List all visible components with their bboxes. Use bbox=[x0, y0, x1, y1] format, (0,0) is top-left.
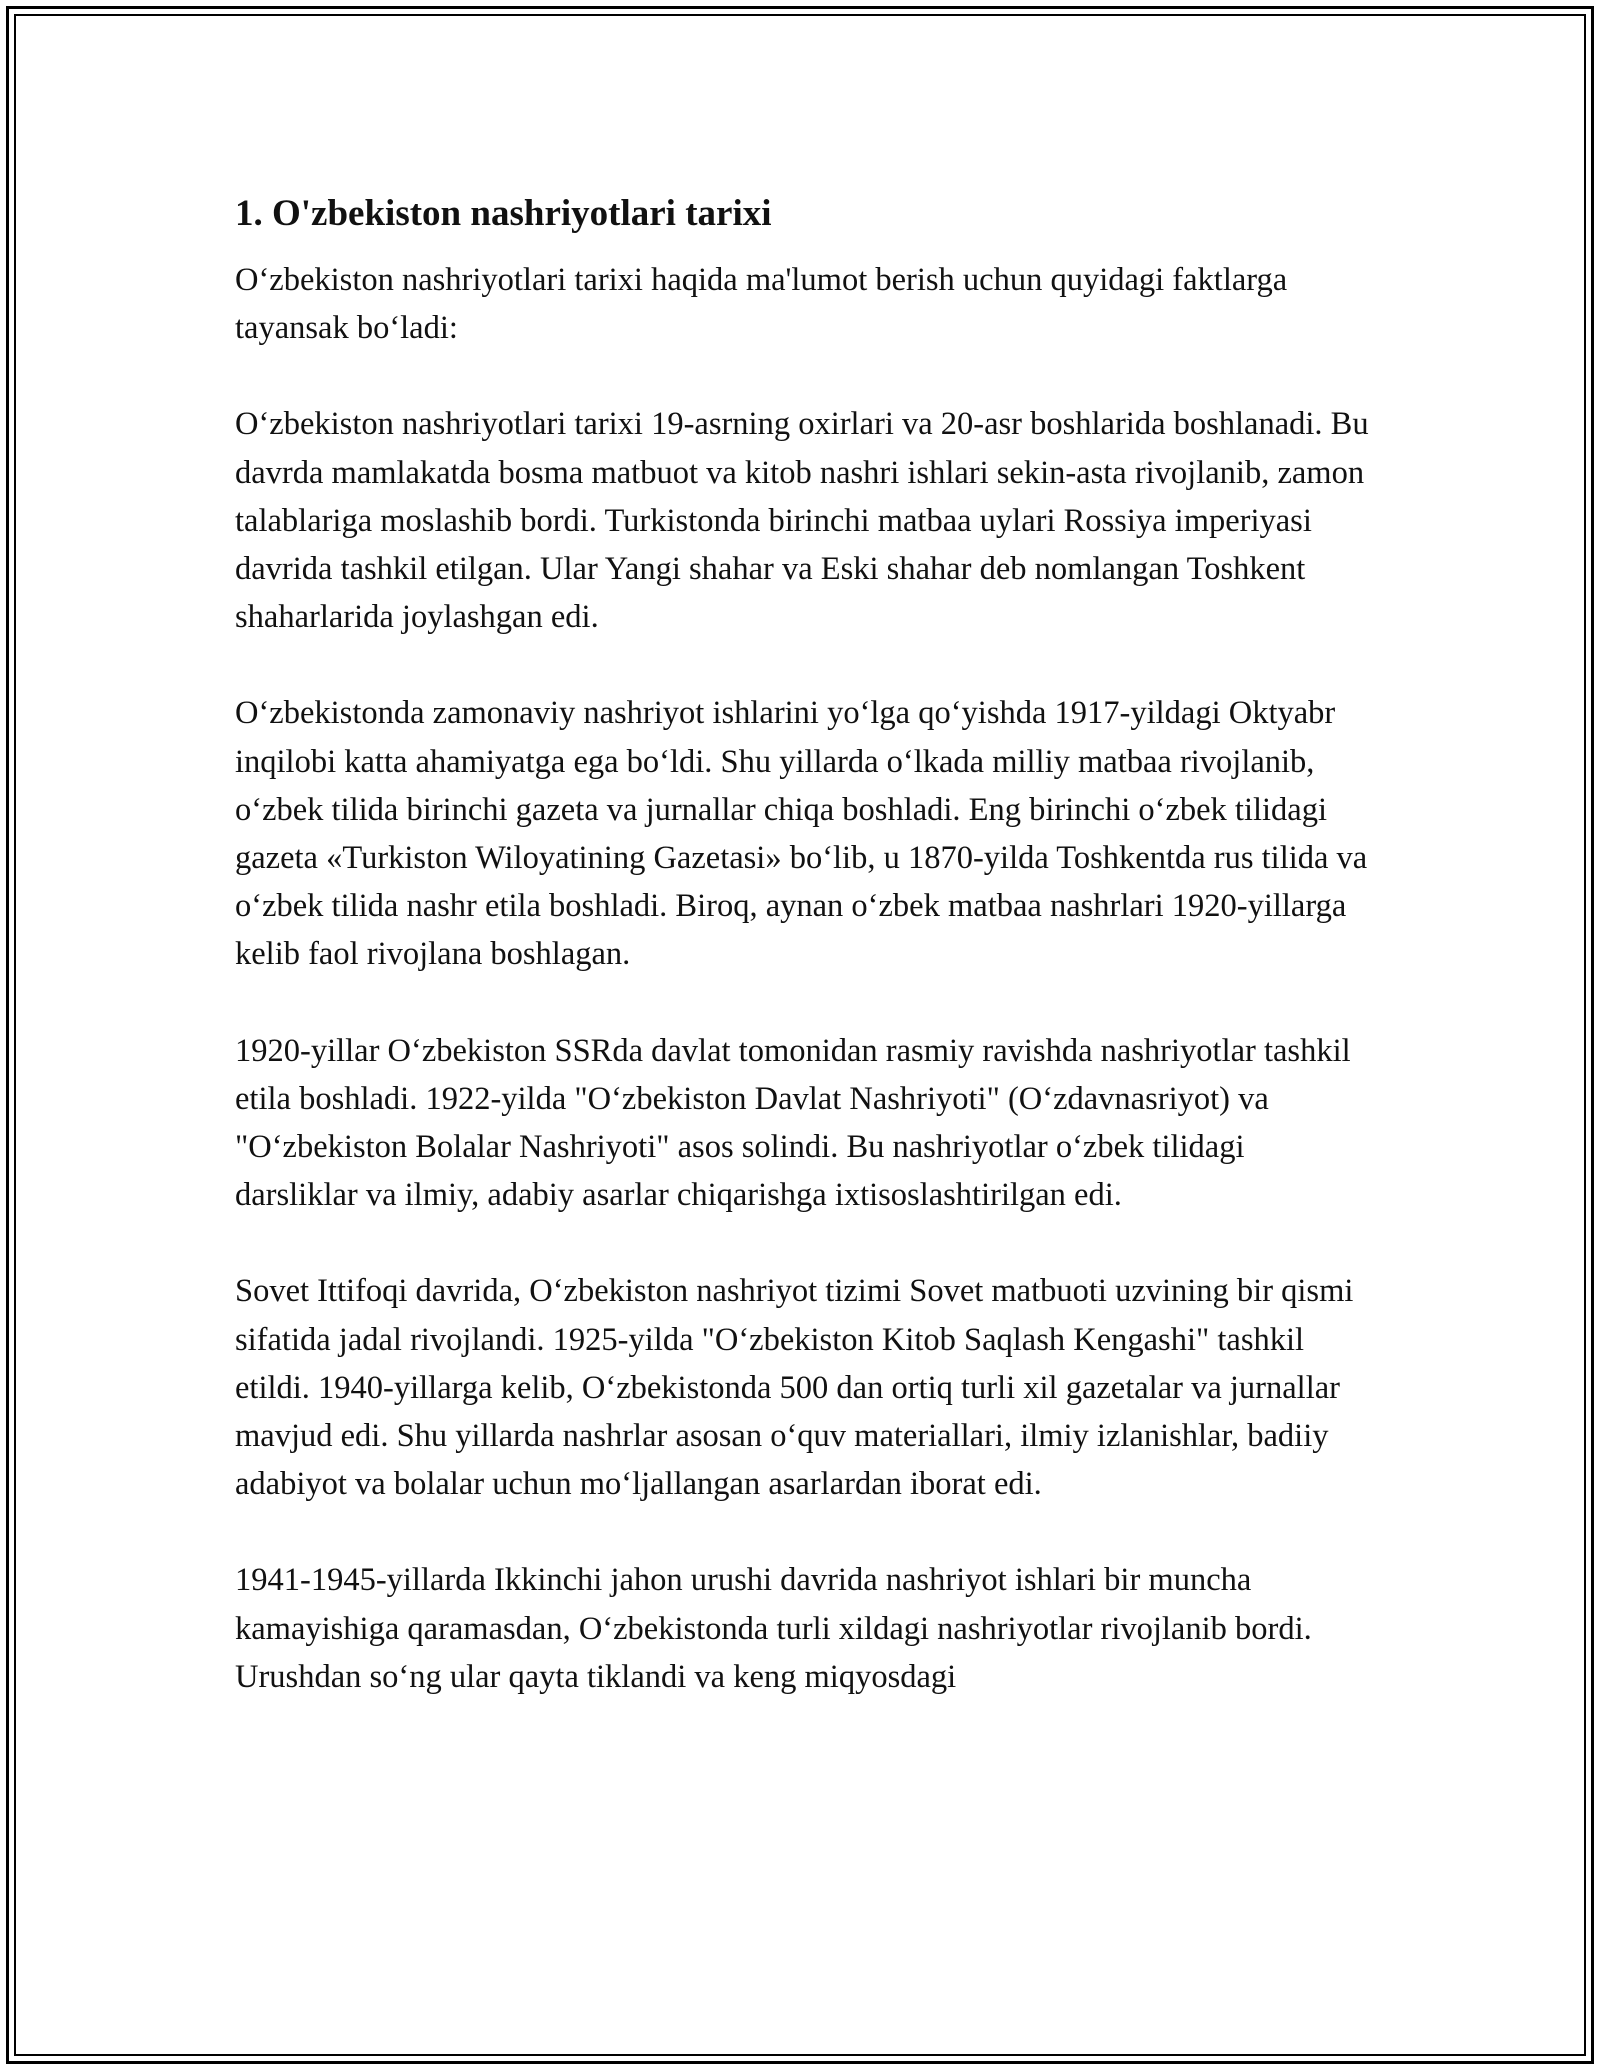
document-body bbox=[235, 188, 1375, 1749]
paragraph-modern-publishing: O‘zbekistonda zamonaviy nashriyot ishlarini yo‘lga qo‘yishda 1917-yildagi Oktyabr inqilobi katta ahamiyatga ega bo‘ldi. Shu yillarda o‘lkada milliy matbaa rivojlanib, o‘zbek tilida birinchi gazeta va jurnallar chiqa boshladi. Eng birinchi o‘zbek tilidagi gazeta «Turkiston Wiloyatining Gazetasi» bo‘lib, u 1870-yilda Toshkentda rus tilida va o‘zbek tilida nashr etila boshladi. Biroq, aynan o‘zbek matbaa nashrlari 1920-yillarga kelib faol rivojlana boshlagan. bbox=[235, 695, 1368, 973]
paragraph-soviet-period: Sovet Ittifoqi davrida, O‘zbekiston nashriyot tizimi Sovet matbuoti uzvining bir qismi sifatida jadal rivojlandi. 1925-yilda "O‘zbekiston Kitob Saqlash Kengashi" tashkil etildi. 1940-yillarga kelib, O‘zbekistonda 500 dan ortiq turli xil gazetalar va jurnallar mavjud edi. Shu yillarda nashrlar asosan o‘quv materiallari, ilmiy izlanishlar, badiiy adabiyot va bolalar uchun mo‘ljallangan asarlardan iborat edi. bbox=[235, 1273, 1354, 1503]
paragraph-1920s: 1920-yillar O‘zbekiston SSRda davlat tomonidan rasmiy ravishda nashriyotlar tashkil etila boshladi. 1922-yilda "O‘zbekiston Davlat Nashriyoti" (O‘zdavnasriyot) va "O‘zbekiston Bolalar Nashriyoti" asos solindi. Bu nashriyotlar o‘zbek tilidagi darsliklar va ilmiy, adabiy asarlar chiqarishga ixtisoslashtirilgan edi. bbox=[235, 1032, 1351, 1214]
paragraph-origins: O‘zbekiston nashriyotlari tarixi 19-asrning oxirlari va 20-asr boshlarida boshlanadi. Bu davrda mamlakatda bosma matbuot va kitob nashri ishlari sekin-asta rivojlanib, zamon talablariga moslashib bordi. Turkistonda birinchi matbaa uylari Rossiya imperiyasi davrida tashkil etilgan. Ular Yangi shahar va Eski shahar deb nomlangan Toshkent shaharlarida joylashgan edi. bbox=[235, 406, 1369, 636]
section-title: 1. O'zbekiston nashriyotlari tarixi bbox=[235, 193, 772, 234]
paragraph-war-years: 1941-1945-yillarda Ikkinchi jahon urushi davrida nashriyot ishlari bir muncha kamayishiga qaramasdan, O‘zbekistonda turli xildagi nashriyotlar rivojlanib bordi. Urushdan so‘ng ular qayta tiklandi va keng miqyosdagi bbox=[235, 1562, 1312, 1695]
paragraph-intro: O‘zbekiston nashriyotlari tarixi haqida ma'lumot berish uchun quyidagi faktlarga tayansak bo‘ladi: bbox=[235, 262, 1288, 347]
